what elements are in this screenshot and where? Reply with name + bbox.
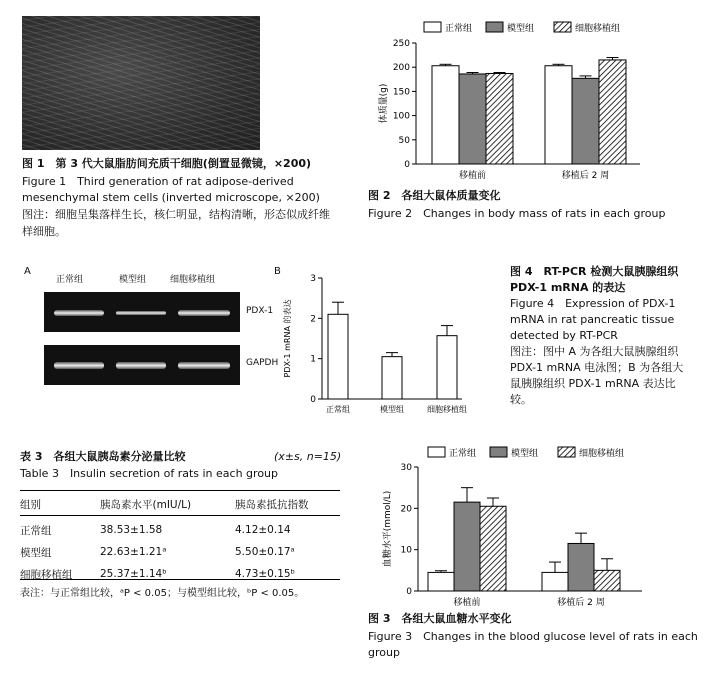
bar — [382, 357, 402, 399]
bar — [459, 74, 486, 164]
legend-label: 模型组 — [507, 24, 535, 34]
fig4-caption — [510, 264, 700, 408]
table3-header-row — [20, 493, 340, 516]
table-cell: 5.50±0.17ᵃ — [235, 546, 295, 558]
legend-label: 细胞移植组 — [575, 24, 621, 34]
table3-note: 表注：与正常组比较，ᵃP < 0.05；与模型组比较，ᵇP < 0.05。 — [20, 588, 305, 599]
fig1-caption-en-2: mesenchymal stem cells (inverted microscope, ×200) — [22, 191, 320, 204]
table-row — [20, 563, 340, 585]
x-tick-label: 正常组 — [326, 405, 350, 414]
table-cell: 4.12±0.14 — [235, 524, 291, 536]
table-row — [20, 541, 340, 563]
gel-band-transplant-gapdh — [178, 362, 230, 369]
y-tick-label: 2 — [310, 314, 316, 325]
table-cell: 模型组 — [20, 546, 52, 559]
gel-lane-label-3: 细胞移植组 — [170, 275, 216, 285]
y-tick-label: 200 — [392, 63, 410, 74]
pdx1-expression-chart — [280, 268, 500, 420]
bar — [480, 506, 506, 591]
table3-header-cell: 胰岛素抵抗指数 — [235, 498, 309, 511]
fig3-caption-en-2: group — [368, 646, 400, 659]
legend-swatch — [424, 22, 441, 32]
table3-bottom-rule — [20, 579, 340, 580]
bar — [594, 570, 620, 591]
y-axis-label: PDX-1 mRNA 的表达 — [283, 299, 292, 378]
y-tick-label: 3 — [310, 274, 316, 284]
blood-glucose-chart — [360, 440, 700, 610]
fig4-caption-line-7: PDX-1 mRNA 电泳图；B 为各组大 — [510, 361, 684, 374]
gel-pdx1-strip — [44, 292, 240, 332]
fig4-caption-line-1: 图 4 RT-PCR 检测大鼠胰腺组织 — [510, 265, 679, 278]
table3-header-cell: 胰岛素水平(mIU/L) — [100, 498, 192, 511]
y-tick-label: 30 — [400, 463, 412, 473]
gel-band-normal-gapdh — [54, 362, 104, 369]
y-tick-label: 10 — [400, 545, 412, 556]
gel-band-model-gapdh — [116, 362, 166, 369]
fig1-note-1: 图注：细胞呈集落样生长，核仁明显，结构清晰，形态似成纤维 — [22, 208, 330, 221]
bar — [454, 502, 480, 591]
fig3-caption-cn: 图 3 各组大鼠血糖水平变化 — [368, 612, 512, 625]
fig4-caption-line-2: PDX-1 mRNA 的表达 — [510, 281, 626, 294]
y-tick-label: 0 — [404, 160, 410, 170]
y-tick-label: 50 — [398, 135, 410, 146]
legend-swatch — [490, 447, 507, 457]
table-cell: 25.37±1.14ᵇ — [100, 568, 167, 580]
bar — [599, 60, 626, 164]
bar — [432, 66, 459, 164]
table-cell: 22.63±1.21ᵃ — [100, 546, 167, 558]
legend-label: 正常组 — [445, 24, 473, 34]
table3 — [20, 493, 340, 585]
table3-title-cn: 表 3 各组大鼠胰岛素分泌量比较 — [20, 450, 186, 463]
fig1-note-2: 样细胞。 — [22, 225, 66, 238]
legend-label: 模型组 — [511, 449, 539, 459]
fig3-caption-en-1: Figure 3 Changes in the blood glucose level of rats in each — [368, 630, 698, 643]
bar — [428, 572, 454, 591]
y-axis-label: 血糖水平(mmol/L) — [383, 490, 393, 568]
legend-swatch — [554, 22, 571, 32]
y-tick-label: 0 — [406, 587, 412, 597]
table-cell: 细胞移植组 — [20, 568, 73, 581]
table-row — [20, 519, 340, 541]
x-tick-label: 移植后 2 周 — [561, 171, 610, 181]
y-tick-label: 100 — [392, 111, 410, 122]
gel-lane-label-2: 模型组 — [119, 275, 147, 285]
fig4-caption-line-5: detected by RT-PCR — [510, 329, 618, 342]
y-axis-label: 体质量(g) — [379, 83, 389, 124]
body-mass-chart — [360, 10, 700, 190]
table3-stat: (x±s, n=15) — [274, 450, 342, 463]
fig4-caption-line-9: 较。 — [510, 393, 532, 406]
legend-label: 正常组 — [449, 449, 477, 459]
x-tick-label: 移植后 2 周 — [557, 598, 605, 608]
gel-label-gapdh: GAPDH — [246, 358, 279, 368]
gel-label-pdx1: PDX-1 — [246, 306, 274, 316]
table-cell: 38.53±1.58 — [100, 524, 163, 536]
y-tick-label: 0 — [310, 395, 316, 405]
bar — [542, 572, 568, 591]
legend-swatch — [428, 447, 445, 457]
table-cell: 4.73±0.15ᵇ — [235, 568, 296, 580]
bar — [328, 314, 348, 399]
fig2-caption-cn: 图 2 各组大鼠体质量变化 — [368, 189, 501, 202]
fig4-caption-line-4: mRNA in rat pancreatic tissue — [510, 313, 675, 326]
legend-swatch — [486, 22, 503, 32]
gel-gapdh-strip — [44, 345, 240, 385]
y-tick-label: 1 — [310, 354, 316, 365]
fig4-caption-line-3: Figure 4 Expression of PDX-1 — [510, 297, 676, 310]
legend-label: 细胞移植组 — [579, 449, 625, 459]
fig4-caption-line-6: 图注：图中 A 为各组大鼠胰腺组织 — [510, 345, 679, 358]
gel-band-transplant-pdx1 — [178, 310, 230, 316]
y-tick-label: 250 — [392, 39, 410, 49]
micrograph-image — [22, 16, 260, 150]
x-tick-label: 移植前 — [453, 598, 481, 608]
x-tick-label: 模型组 — [380, 405, 404, 414]
bar — [568, 543, 594, 591]
fig4-caption-line-8: 鼠胰腺组织 PDX-1 mRNA 表达比 — [510, 377, 676, 390]
gel-band-normal-pdx1 — [54, 310, 104, 316]
y-tick-label: 20 — [400, 504, 412, 515]
legend-swatch — [558, 447, 575, 457]
fig1-caption-cn: 图 1 第 3 代大鼠脂肪间充质干细胞(倒置显微镜，×200) — [22, 157, 312, 170]
gel-lane-label-1: 正常组 — [56, 275, 84, 285]
fig1-caption-en-1: Figure 1 Third generation of rat adipose-derived — [22, 175, 294, 188]
bar — [572, 78, 599, 164]
fig2-caption-en: Figure 2 Changes in body mass of rats in each group — [368, 207, 666, 220]
bar — [545, 66, 572, 164]
y-tick-label: 150 — [392, 87, 410, 98]
bar — [437, 336, 457, 399]
fig4-label-b: B — [274, 266, 281, 277]
table3-header-cell: 组别 — [20, 498, 41, 511]
table3-top-rule — [20, 490, 340, 491]
fig4-label-a: A — [24, 266, 31, 277]
x-tick-label: 移植前 — [458, 171, 487, 181]
x-tick-label: 细胞移植组 — [427, 405, 467, 414]
gel-band-model-pdx1 — [116, 311, 166, 315]
bar — [486, 73, 513, 164]
table3-title-en: Table 3 Insulin secretion of rats in each group — [20, 467, 279, 480]
table-cell: 正常组 — [20, 524, 52, 537]
